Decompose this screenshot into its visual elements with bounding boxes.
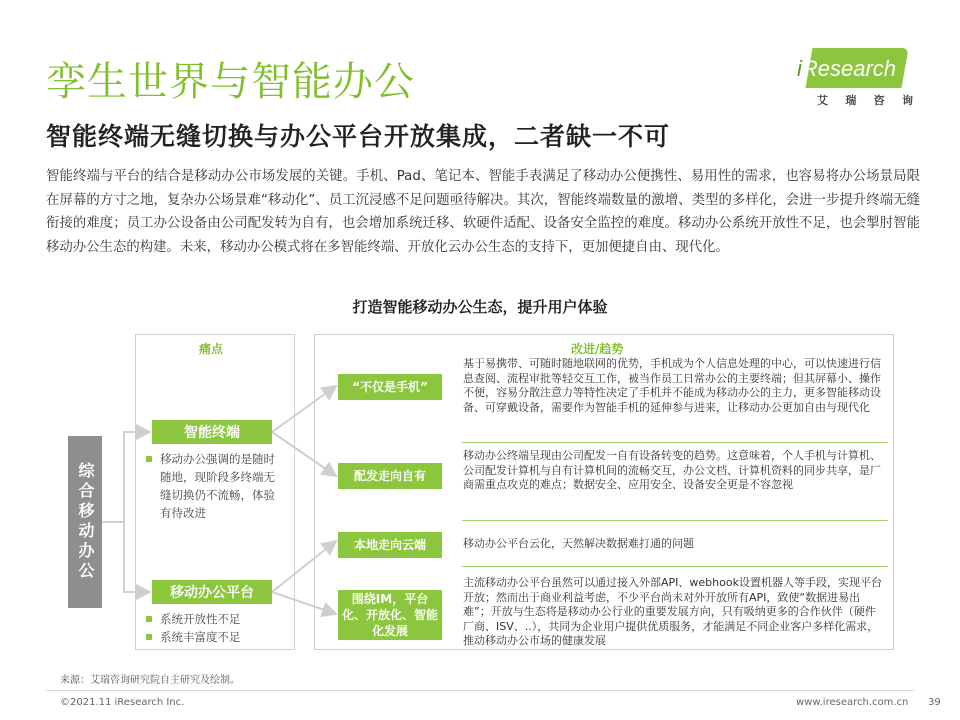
page-number: 39 [928,697,941,708]
logo-sub-char: 咨 [873,94,885,107]
trend-desc-cloud: 移动办公平台云化，天然解决数据难打通的问题 [463,537,694,550]
root-label: 综合移动办公 [76,462,95,582]
trend-separator [462,566,888,567]
terminal-pain-list [146,450,280,522]
trend-separator [462,520,888,521]
platform-to-trend3-arrow [272,541,336,592]
root-to-terminal-arrow [102,432,150,522]
trend-separator [462,442,888,443]
page-subtitle: 智能终端无缝切换与办公平台开放集成，二者缺一不可 [46,122,671,151]
diagram-title: 打造智能移动办公生态，提升用户体验 [352,298,608,316]
logo-word-research: Research [801,56,897,81]
website-link[interactable]: www.iresearch.com.cn [796,697,909,708]
trend-label-cloud: 本地走向云端 [338,532,442,558]
logo-sub-char: 艾 [817,94,828,107]
platform-to-trend4-arrow [272,592,336,614]
source-note: 来源：艾瑞咨询研究院自主研究及绘制。 [60,675,240,686]
trend-label-own-device: 配发走向自有 [338,463,442,489]
root-box [68,436,102,608]
node-office-platform: 移动办公平台 [152,580,272,604]
trend-label-im-platform: 围绕IM，平台化、开放化、智能化发展 [338,590,442,640]
trends-heading: 改进/趋势 [571,342,624,356]
terminal-to-trend1-arrow [272,386,336,432]
list-item: 移动办公强调的是随时随地，现阶段多终端无缝切换仍不流畅，体验有待改进 [146,450,280,522]
root-to-platform-arrow [124,522,150,592]
platform-pain-list [146,610,280,646]
footer-divider [46,690,914,691]
node-smart-terminal: 智能终端 [152,420,272,444]
trend-desc-im-platform: 主流移动办公平台虽然可以通过接入外部API、webhook设置机器人等手段，实现平台开放；然而出于商业利益考虑，不少平台尚未对外开放所有API，致使“数据进易出难”；开放与生态将是移动办公行业的重要发展方向，只有吸纳更多的合作伙伴（硬件厂商、ISV、..），共同为企业用户提供优质服务，才能满足不同企业客户多样化需求，推动移动办公市场的健康发展 [463,576,882,647]
trend-label-not-only-phone: “不仅是手机” [338,374,442,400]
terminal-to-trend2-arrow [272,432,336,476]
list-item: 系统丰富度不足 [146,628,280,646]
list-item: 系统开放性不足 [146,610,280,628]
pain-points-heading: 痛点 [199,342,224,356]
intro-paragraph: 智能终端与平台的结合是移动办公市场发展的关键。手机、Pad、笔记本、智能手表满足了移动办公便携性、易用性的需求，也容易将办公场景局限在屏幕的方寸之地，复杂办公场景难“移动化”、员工沉浸感不足问题亟待解决。其次，智能终端数量的激增、类型的多样化，会进一步提升终端无缝衔接的难度；员工办公设备由公司配发转为自有，也会增加系统迁移、软硬件适配、设备安全监控的难度。移动办公系统开放性不足，也会掣肘智能移动办公生态的构建。未来，移动办公模式将在多智能终端、开放化云办公生态的支持下，更加便捷自由、现代化。 [46,169,920,255]
page-title: 孪生世界与智能办公 [46,59,415,105]
logo-sub-char: 询 [901,94,913,107]
trend-desc-own-device: 移动办公终端呈现由公司配发一自有设备转变的趋势。这意味着，个人手机与计算机、公司配发计算机与自有计算机间的流畅交互，办公文档、计算机资料的同步共享，是厂商需重点攻克的难点；数据安全、应用安全、设备安全更是不容忽视 [463,449,881,491]
copyright: ©2021.11 iResearch Inc. [60,697,185,708]
trend-desc-not-only-phone: 基于易携带、可随时随地联网的优势，手机成为个人信息处理的中心，可以快速进行信息查阅、流程审批等轻交互工作，被当作员工日常办公的主要终端；但其屏幕小、操作不便，容易分散注意力等特性决定了手机并不能成为移动办公的主力，更多智能移动设备、可穿戴设备，需要作为智能手机的延伸参与进来，让移动办公更加自由与现代化 [463,357,881,414]
logo-letter-i: i [797,56,802,81]
logo-sub-char: 瑞 [845,94,857,107]
